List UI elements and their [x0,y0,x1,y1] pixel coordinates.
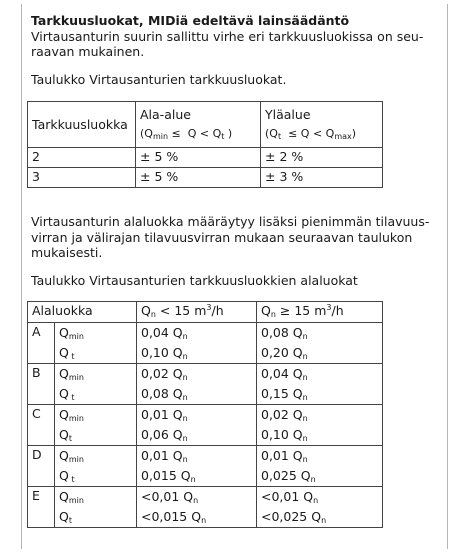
lower-cell: ± 5 % [136,168,261,188]
table-row [28,364,383,405]
subclass-letter: A [28,323,55,364]
header-subclass: Alaluokka [28,302,137,323]
values-large-meter: 0,08 $Q_n$ 0,20 $Q_n$ [257,323,383,364]
upper-cell: ± 2 % [261,148,383,168]
values-small-meter: 0,02 $Q_n$ 0,08 $Q_n$ [137,364,257,405]
subclass-letter: D [28,446,55,487]
values-small-meter: 0,01 $Q_n$ 0,015 $Q_n$ [137,446,257,487]
header-lower-range [136,102,261,148]
flow-symbols: $Q_{min}$ $Q_t$ [55,405,137,446]
table-row [28,323,383,364]
accuracy-class-table [27,101,383,188]
intro-line-1: Virtausanturin suurin sallittu virhe eri tarkkuusluokissa on seu- [31,29,424,44]
upper-range-label: Yläalue [265,107,311,122]
subclass-letter: B [28,364,55,405]
header-flow-lt-15: $Q_n < 15$ $m^3/h$ [137,302,257,323]
header-class: Tarkkuusluokka [28,102,136,148]
values-small-meter: <0,01 $Q_n$ <0,015 $Q_n$ [137,487,257,528]
values-large-meter: 0,02 $Q_n$ 0,10 $Q_n$ [257,405,383,446]
table-row [28,487,383,528]
table-header-row [28,102,383,148]
intro-line-2: raavan mukainen. [31,44,145,59]
values-small-meter: 0,04 $Q_n$ 0,10 $Q_n$ [137,323,257,364]
values-large-meter: 0,01 $Q_n$ 0,025 $Q_n$ [257,446,383,487]
header-flow-ge-15: $Q_n \ge 15$ $m^3/h$ [257,302,383,323]
upper-range-condition: $(Q_t \le Q < Q_{max})$ [265,127,357,141]
flow-symbols: $Q_{min}$ $Q_t$ [55,487,137,528]
values-large-meter: <0,01 $Q_n$ <0,025 $Q_n$ [257,487,383,528]
lower-range-condition: ($Q_{min} \le Q < Q_t$ ) [140,127,233,141]
subclass-letter: C [28,405,55,446]
para2-line-2: virran ja välirajan tilavuusvirran mukaan seuraavan taulukon [31,230,413,245]
flow-symbols: $Q_{min}$ Q $_t$ [55,446,137,487]
lower-cell: ± 5 % [136,148,261,168]
class-cell: 2 [28,148,136,168]
para2-line-3: mukaisesti. [31,245,103,260]
para2-line-1: Virtausanturin alaluokka määräytyy lisäksi pienimmän tilavuus- [31,214,430,229]
subclass-table [27,301,383,528]
flow-symbols: $Q_{min}$ Q $_t$ [55,323,137,364]
table-row [28,148,383,168]
upper-cell: ± 3 % [261,168,383,188]
table2-caption: Taulukko Virtausanturien tarkkuusluokkien alaluokat [31,273,358,288]
table1-caption: Taulukko Virtausanturien tarkkuusluokat. [31,72,287,87]
table-row [28,168,383,188]
class-cell: 3 [28,168,136,188]
flow-symbols: $Q_{min}$ Q $_t$ [55,364,137,405]
values-large-meter: 0,04 $Q_n$ 0,15 $Q_n$ [257,364,383,405]
table-row [28,446,383,487]
table-header-row [28,302,383,323]
header-upper-range [261,102,383,148]
values-small-meter: 0,01 $Q_n$ 0,06 $Q_n$ [137,405,257,446]
page-title: Tarkkuusluokat, MIDiä edeltävä lainsäädäntö [31,13,350,28]
lower-range-label: Ala-alue [140,107,191,122]
subclass-letter: E [28,487,55,528]
table-row [28,405,383,446]
